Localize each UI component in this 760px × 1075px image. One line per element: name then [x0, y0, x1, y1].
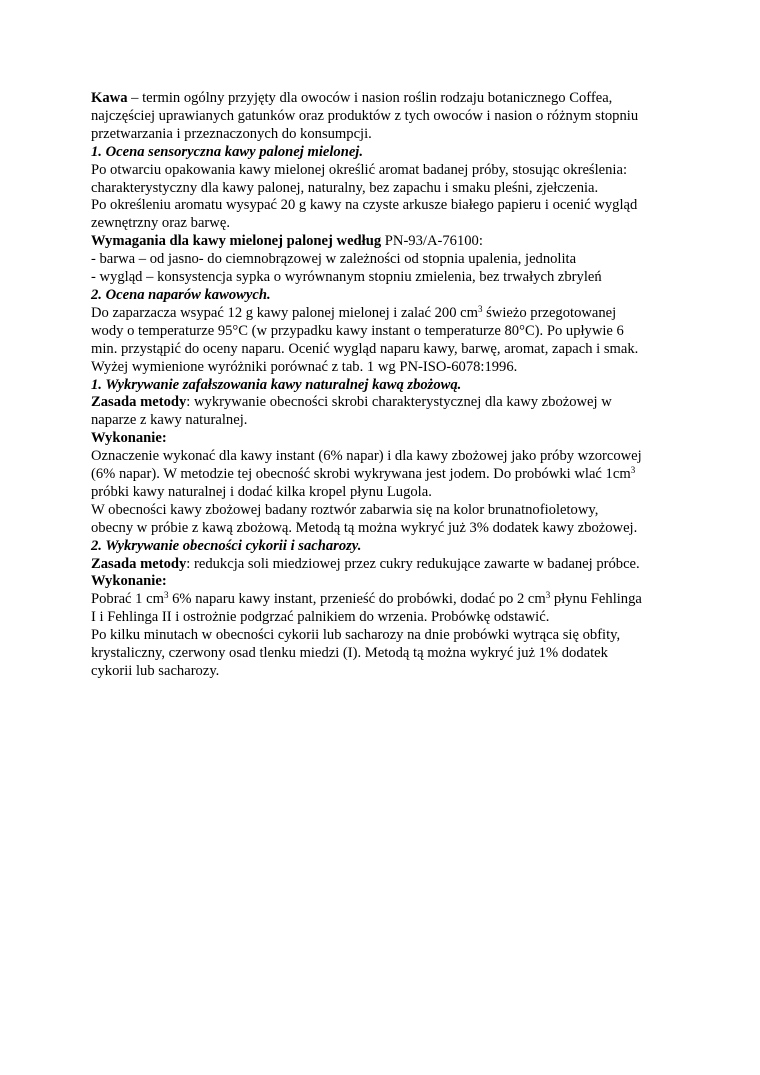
text-segment: Do zaparzacza wsypać 12 g kawy palonej mielonej i zalać 200 cm	[91, 304, 478, 321]
superscript: 3	[477, 303, 483, 314]
list-item: - wygląd – konsystencja sypka o wyrównanym stopniu zmielenia, bez trwałych zbryleń	[91, 269, 602, 286]
principle-text: : wykrywanie obecności skrobi charakterystycznej dla kawy zbożowej w	[186, 394, 612, 411]
principle-line	[91, 556, 681, 574]
paragraph-line: Wyżej wymienione wyróżniki porównać z tab. 1 wg PN-ISO-6078:1996.	[91, 358, 518, 375]
paragraph-line	[91, 305, 681, 323]
superscript: 3	[163, 590, 169, 601]
paragraph-line: naparze z kawy naturalnej.	[91, 412, 248, 429]
paragraph-line: I i Fehlinga II i ostrożnie podgrzać palnikiem do wrzenia. Probówkę odstawić.	[91, 609, 550, 626]
superscript: 3	[630, 465, 636, 476]
paragraph-line: Po kilku minutach w obecności cykorii lub sacharozy na dnie probówki wytrąca się obfity,	[91, 627, 621, 644]
paragraph-line: wody o temperaturze 95°C (w przypadku kawy instant o temperaturze 80°C). Po upływie 6	[91, 322, 624, 339]
paragraph-line: cykorii lub sacharozy.	[91, 663, 220, 679]
document-body	[91, 90, 681, 681]
paragraph-line: Po określeniu aromatu wysypać 20 g kawy na czyste arkusze białego papieru i ocenić wygląd	[91, 197, 638, 214]
section-heading-sensory: 1. Ocena sensoryczna kawy palonej mielonej.	[91, 143, 364, 160]
term-kawa: Kawa	[91, 90, 128, 106]
paragraph-line: Oznaczenie wykonać dla kawy instant (6% napar) i dla kawy zbożowej jako próby wzorcowej	[91, 448, 642, 465]
principle-label: Zasada metody	[91, 394, 187, 411]
section-heading-adulteration: 1. Wykrywanie zafałszowania kawy naturalnej kawą zbożową.	[91, 376, 462, 393]
intro-text: – termin ogólny przyjęty dla owoców i nasion roślin rodzaju botanicznego Coffea,	[127, 90, 613, 106]
intro-line	[91, 90, 681, 108]
execution-label: Wykonanie:	[91, 430, 167, 447]
paragraph-line: charakterystyczny dla kawy palonej, naturalny, bez zapachu i smaku pleśni, zjełczenia.	[91, 179, 599, 196]
paragraph-line: W obecności kawy zbożowej badany roztwór zabarwia się na kolor brunatnofioletowy,	[91, 501, 599, 518]
paragraph-line: zewnętrzny oraz barwę.	[91, 215, 230, 232]
superscript: 3	[545, 590, 551, 601]
paragraph-line: obecny w próbie z kawą zbożową. Metodą tą można wykryć już 3% dodatek kawy zbożowej.	[91, 519, 638, 536]
paragraph-line	[91, 591, 681, 609]
execution-label: Wykonanie:	[91, 573, 167, 590]
section-heading-infusions: 2. Ocena naparów kawowych.	[91, 286, 271, 303]
text-segment: (6% napar). W metodzie tej obecność skrobi wykrywana jest jodem. Do probówki wlać 1cm	[91, 466, 631, 483]
text-segment: płynu Fehlinga	[550, 591, 642, 608]
paragraph-line: próbki kawy naturalnej i dodać kilka kropel płynu Lugola.	[91, 483, 432, 500]
paragraph-line: krystaliczny, czerwony osad tlenku miedzi (I). Metodą tą można wykryć już 1% dodatek	[91, 645, 608, 662]
principle-text: : redukcja soli miedziowej przez cukry redukujące zawarte w badanej próbce.	[186, 555, 640, 572]
list-item: - barwa – od jasno- do ciemnobrązowej w zależności od stopnia upalenia, jednolita	[91, 251, 577, 268]
intro-line: przetwarzania i przeznaczonych do konsumpcji.	[91, 125, 372, 142]
paragraph-line: min. przystąpić do oceny naparu. Ocenić wygląd naparu kawy, barwę, aromat, zapach i smak.	[91, 340, 639, 357]
paragraph-line: Po otwarciu opakowania kawy mielonej określić aromat badanej próby, stosując określenia:	[91, 161, 628, 178]
requirements-line	[91, 233, 681, 251]
intro-line: najczęściej uprawianych gatunków oraz produktów z tych owoców i nasion o różnym stopniu	[91, 107, 639, 124]
section-heading-chicory: 2. Wykrywanie obecności cykorii i sacharozy.	[91, 537, 362, 554]
requirements-label: Wymagania dla kawy mielonej palonej według	[91, 233, 382, 250]
text-segment: 6% naparu kawy instant, przenieść do probówki, dodać po 2 cm	[168, 591, 546, 608]
text-segment: świeżo przegotowanej	[482, 304, 617, 321]
principle-line	[91, 394, 681, 412]
paragraph-line	[91, 466, 681, 484]
requirements-standard: PN-93/A-76100:	[381, 233, 483, 250]
text-segment: Pobrać 1 cm	[91, 591, 164, 608]
principle-label: Zasada metody	[91, 555, 187, 572]
